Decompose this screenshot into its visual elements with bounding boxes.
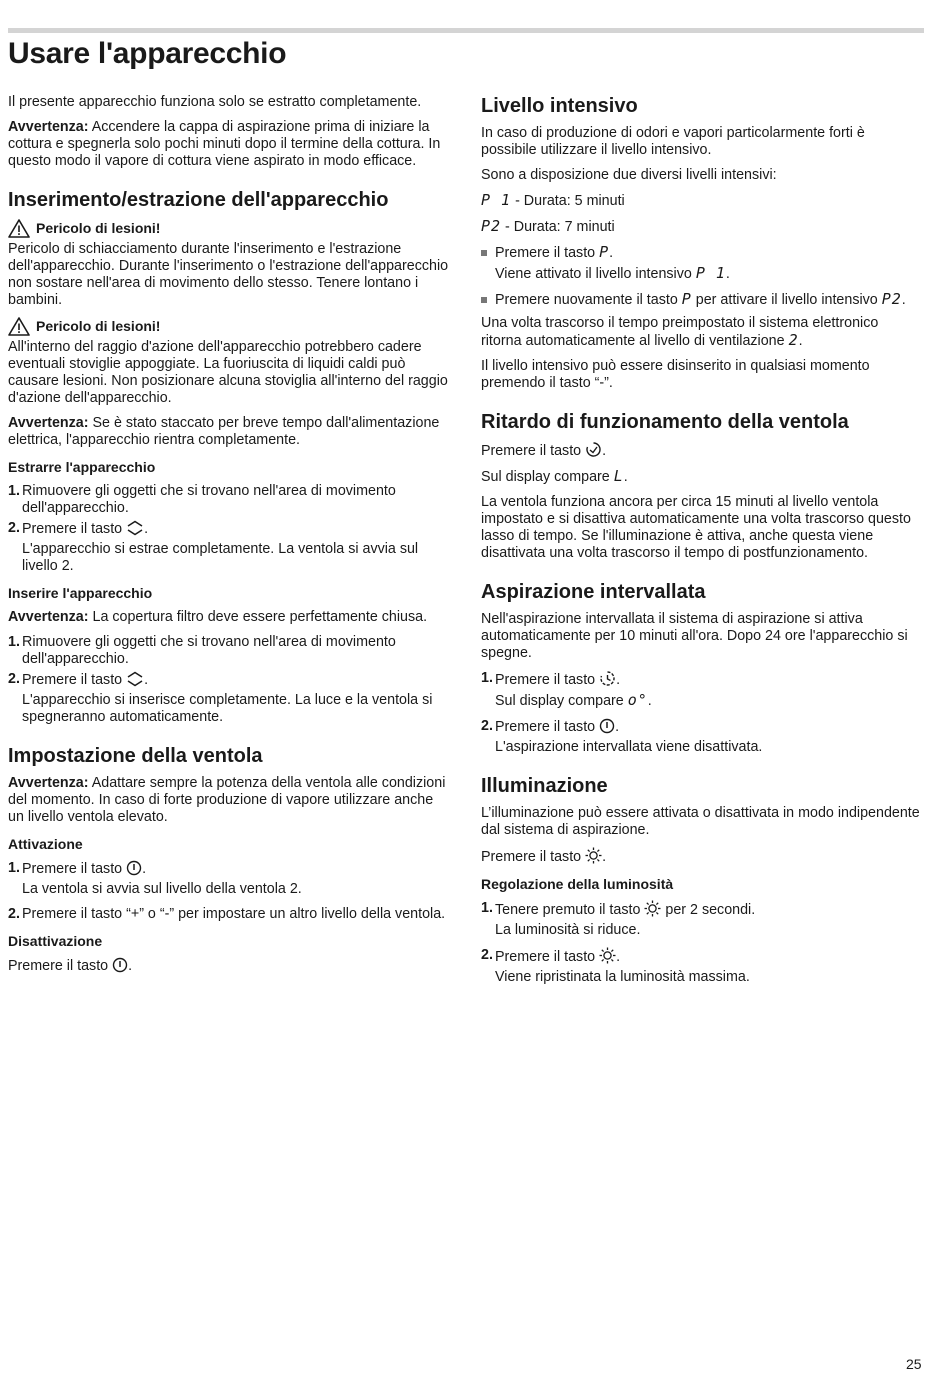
extend-retract-icon	[126, 520, 144, 536]
page-number: 25	[906, 1356, 922, 1372]
paragraph: La ventola funziona ancora per circa 15 minuti al livello ventola impostato e si disattiva automaticamente una volta trascorso questo lasso di tempo. Se l'illuminazione è attiva, anche questa viene disattivata una volta trascorso il tempo di postfunzionamento.	[481, 494, 911, 561]
step-item: 2. Premere il tasto .	[8, 671, 149, 688]
paragraph: Nell'aspirazione intervallata il sistema di aspirazione si attiva automaticamente per 10 minuti all'ora. Dopo 24 ore l'apparecchio si spegne.	[481, 611, 908, 661]
step-item: 1. Tenere premuto il tasto per 2 secondi.	[481, 900, 756, 918]
step-result: Viene ripristinata la luminosità massima.	[495, 969, 750, 985]
deactivation-text: Premere il tasto .	[8, 958, 133, 974]
subsection-title-activation: Attivazione	[8, 836, 83, 852]
step-item: 1. Rimuovere gli oggetti che si trovano nell'area di movimento dell'apparecchio.	[8, 634, 396, 667]
section-title-intensive: Livello intensivo	[481, 95, 638, 117]
step-result: L'apparecchio si inserisce completamente. La luce e la ventola si spegneranno automaticamente.	[22, 692, 433, 725]
subsection-title-deactivation: Disattivazione	[8, 933, 103, 949]
note-paragraph: Avvertenza: Se è stato staccato per breve tempo dall'alimentazione elettrica, l'apparecchio rientra completamente.	[8, 415, 440, 448]
header-rule	[8, 28, 924, 33]
warning-triangle-icon	[8, 219, 30, 238]
extend-retract-icon	[126, 671, 144, 687]
bullet-item: Premere nuovamente il tasto P per attivare il livello intensivo P2.	[481, 291, 921, 309]
intro-paragraph: Il presente apparecchio funziona solo se estratto completamente.	[8, 94, 422, 110]
intensive-level-1: P 1 - Durata: 5 minuti	[481, 191, 625, 209]
warning-heading: Pericolo di lesioni!	[8, 317, 453, 336]
note-paragraph: Avvertenza: Accendere la cappa di aspirazione prima di iniziare la cottura e spegnerla solo pochi minuti dopo il termine della cottura. In questo modo il vapore di cottura viene aspirato in modo efficace.	[8, 119, 441, 169]
power-icon	[112, 957, 128, 973]
intensive-level-2: P2 - Durata: 7 minuti	[481, 217, 615, 235]
paragraph: Il livello intensivo può essere disinserito in qualsiasi momento premendo il tasto “-”.	[481, 358, 870, 391]
step-item: 1. Premere il tasto .	[481, 670, 621, 688]
step-result: L'aspirazione intervallata viene disattivata.	[495, 739, 763, 755]
warning-triangle-icon	[8, 317, 30, 336]
subsection-title-extract: Estrarre l'apparecchio	[8, 459, 156, 475]
timer-icon	[585, 441, 602, 458]
step-result: Sul display compare o°.	[495, 691, 652, 709]
power-icon	[126, 860, 142, 876]
step-item: 2. Premere il tasto .	[481, 947, 621, 965]
warning-text: Pericolo di schiacciamento durante l'inserimento e l'estrazione dell'apparecchio. Durante l'inserimento o l'estrazione dell'apparecchio non sostare nell'area di movimento dello stesso. Tenere lontano i bambini.	[8, 241, 449, 308]
warning-text: All'interno del raggio d'azione dell'apparecchio potrebbero cadere eventuali stoviglie appoggiate. La fuoriuscita di liquidi caldi può causare lesioni. Non posizionare alcuna stoviglia all'interno del raggio d'azione dell'apparecchio.	[8, 339, 448, 406]
section-title-fan-delay: Ritardo di funzionamento della ventola	[481, 411, 849, 433]
light-sun-icon	[599, 947, 616, 964]
light-sun-icon	[585, 847, 602, 864]
paragraph: Premere il tasto .	[481, 443, 607, 459]
step-item: 1. Rimuovere gli oggetti che si trovano nell'area di movimento dell'apparecchio.	[8, 483, 396, 516]
power-icon	[599, 718, 615, 734]
step-item: 1. Premere il tasto .	[8, 860, 147, 877]
bullet-result: Viene attivato il livello intensivo P 1.	[495, 264, 730, 282]
step-item: 2. Premere il tasto “+” o “-” per impostare un altro livello della ventola.	[8, 906, 446, 922]
step-result: La ventola si avvia sul livello della ventola 2.	[22, 881, 302, 897]
light-sun-icon	[644, 900, 661, 917]
section-title-fan-settings: Impostazione della ventola	[8, 745, 263, 767]
step-result: L'apparecchio si estrae completamente. La ventola si avvia sul livello 2.	[22, 541, 419, 574]
right-column	[481, 94, 921, 994]
warning-heading: Pericolo di lesioni!	[8, 219, 453, 238]
paragraph: L’illuminazione può essere attivata o disattivata in modo indipendente dal sistema di aspirazione.	[481, 805, 920, 838]
left-column	[8, 94, 453, 983]
note-paragraph: Avvertenza: Adattare sempre la potenza della ventola alle condizioni del momento. In caso di forte produzione di vapore utilizzare anche un livello ventola elevato.	[8, 775, 446, 825]
step-result: La luminosità si riduce.	[495, 922, 641, 938]
step-item: 2. Premere il tasto .	[481, 718, 620, 735]
note-paragraph: Avvertenza: La copertura filtro deve essere perfettamente chiusa.	[8, 609, 428, 625]
section-title-insert-extract: Inserimento/estrazione dell'apparecchio	[8, 189, 389, 211]
paragraph: In caso di produzione di odori e vapori particolarmente forti è possibile utilizzare il livello intensivo.	[481, 125, 865, 158]
paragraph: Sono a disposizione due diversi livelli intensivi:	[481, 167, 777, 183]
page-title: Usare l'apparecchio	[8, 37, 287, 70]
subsection-title-brightness: Regolazione della luminosità	[481, 876, 674, 892]
subsection-title-insert: Inserire l'apparecchio	[8, 585, 153, 601]
paragraph: Una volta trascorso il tempo preimpostato il sistema elettronico ritorna automaticamente al livello di ventilazione 2.	[481, 315, 879, 349]
section-title-lighting: Illuminazione	[481, 775, 608, 797]
interval-timer-icon	[599, 670, 616, 687]
bullet-item: Premere il tasto P.	[481, 244, 921, 262]
paragraph: Sul display compare L.	[481, 467, 628, 485]
paragraph: Premere il tasto .	[481, 849, 607, 865]
step-item: 2. Premere il tasto .	[8, 520, 149, 537]
section-title-interval: Aspirazione intervallata	[481, 581, 706, 603]
